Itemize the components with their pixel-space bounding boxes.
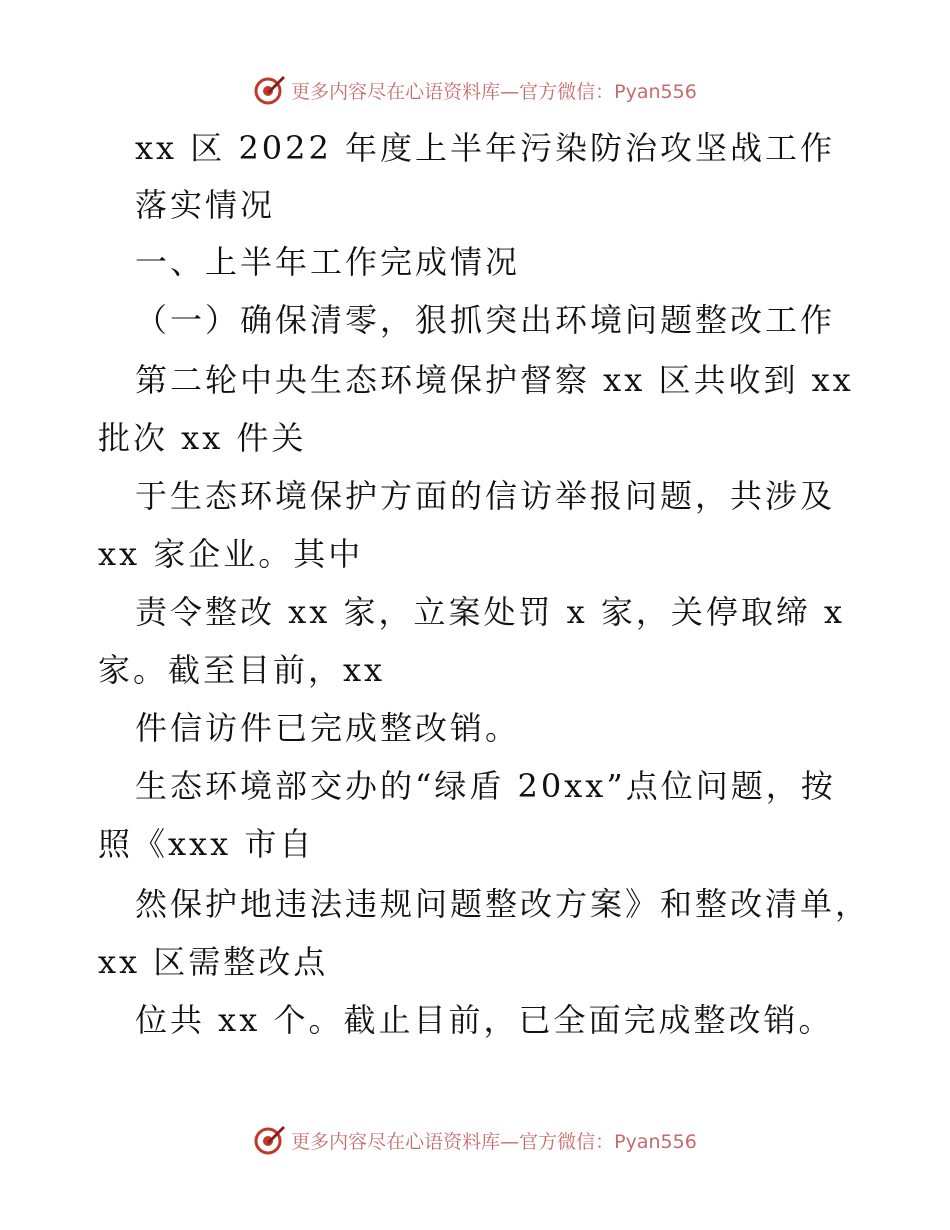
header-watermark [0, 70, 950, 110]
paragraph-line: 生态环境部交办的“绿盾 20xx”点位问题，按 [135, 767, 836, 805]
paragraph-line: xx 区需整改点 [98, 943, 329, 981]
paragraph-line: 件信访件已完成整改销。 [135, 709, 521, 747]
doc-title-line-2: 落实情况 [135, 186, 276, 224]
paragraph-line: 照《xxx 市自 [98, 825, 315, 863]
pen-logo-icon [253, 1123, 287, 1157]
paragraph-line: 责令整改 xx 家，立案处罚 x 家，关停取缔 x [135, 593, 846, 631]
section-heading: 一、上半年工作完成情况 [135, 243, 521, 281]
watermark-text: 更多内容尽在心语资料库—官方微信：Pyan556 [291, 1130, 697, 1153]
paragraph-line: 位共 xx 个。截止目前，已全面完成整改销。 [135, 1001, 834, 1039]
paragraph-line: 然保护地违法违规问题整改方案》和整改清单， [135, 885, 871, 923]
doc-title-line-1: xx 区 2022 年度上半年污染防治攻坚战工作 [135, 129, 836, 167]
paragraph-line: 于生态环境保护方面的信访举报问题，共涉及 [135, 477, 836, 515]
paragraph-line: xx 家企业。其中 [98, 535, 364, 573]
footer-watermark [0, 1120, 950, 1160]
watermark-text: 更多内容尽在心语资料库—官方微信：Pyan556 [291, 80, 697, 103]
pen-logo-icon [253, 73, 287, 107]
paragraph-line: 批次 xx 件关 [98, 419, 307, 457]
subsection-heading: （一）确保清零，狠抓突出环境问题整改工作 [135, 301, 836, 339]
paragraph-line: 第二轮中央生态环境保护督察 xx 区共收到 xx [135, 361, 854, 399]
paragraph-line: 家。截至目前，xx [98, 651, 386, 689]
